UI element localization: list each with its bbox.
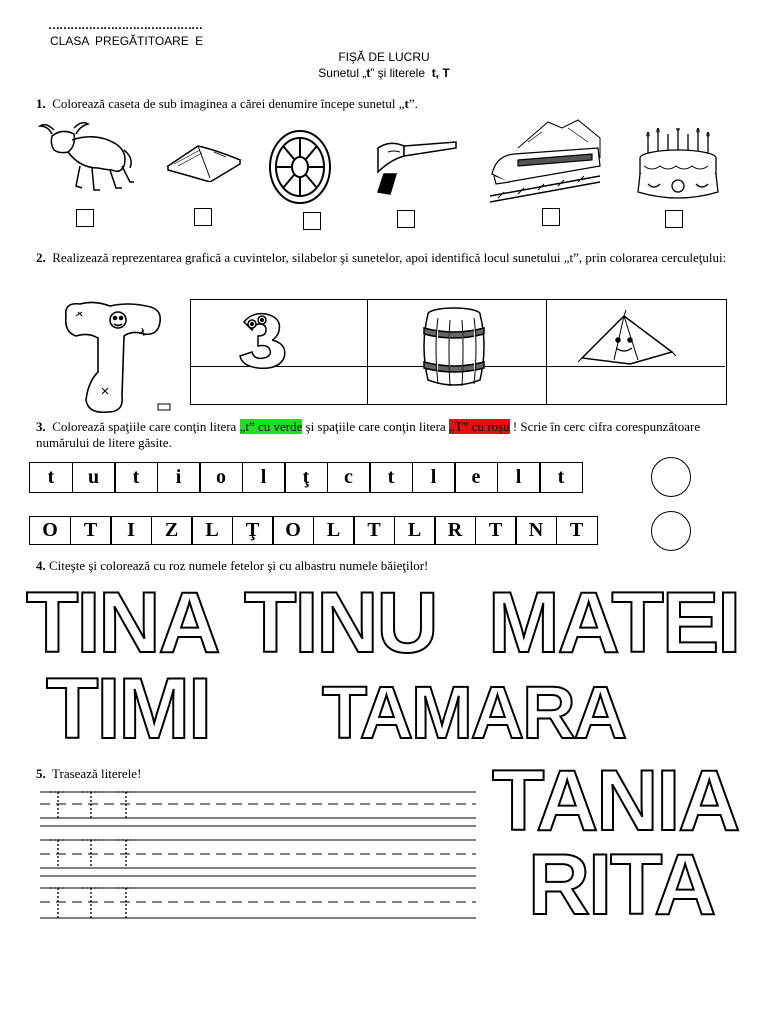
- book-icon: [164, 136, 244, 182]
- letter-cell[interactable]: T: [475, 516, 517, 545]
- checkbox-cake[interactable]: [665, 210, 683, 228]
- letter-cell[interactable]: Z: [151, 516, 193, 545]
- letter-cell[interactable]: T: [70, 516, 112, 545]
- page-subtitle: [0, 66, 768, 80]
- letter-cell[interactable]: I: [110, 516, 152, 545]
- ex5-instruction: [36, 766, 141, 782]
- letter-t-icon: [58, 300, 174, 420]
- ex5-text: Trasează literele!: [52, 766, 142, 781]
- number-three-icon: [232, 310, 292, 370]
- subtitle-pre: Sunetul „: [318, 66, 367, 80]
- checkbox-bull[interactable]: [76, 209, 94, 227]
- train-icon: [488, 118, 604, 204]
- ex1-text-post: ”.: [408, 96, 418, 111]
- count-circle-uppercase[interactable]: [651, 511, 691, 551]
- letter-cell[interactable]: N: [515, 516, 557, 545]
- ex2-text: Realizează reprezentarea grafică a cuvintelor, silabelor şi sunetelor, apoi identifică locul sunetului „t”, prin colorarea cerculeţului:: [52, 250, 727, 265]
- name-tamara[interactable]: TAMARA: [322, 671, 626, 754]
- wheel-icon: [266, 128, 334, 206]
- letter-cell[interactable]: t: [29, 462, 73, 493]
- letter-cell[interactable]: L: [313, 516, 355, 545]
- cake-icon: [634, 128, 724, 204]
- letter-cell[interactable]: O: [29, 516, 71, 545]
- tent-icon: [578, 310, 678, 366]
- ex4-text: Citeşte şi colorează cu roz numele fetelor şi cu albastru numele băieţilor!: [49, 558, 429, 573]
- ex1-instruction: [36, 96, 418, 112]
- barrel-icon: [420, 306, 488, 388]
- checkbox-wheel[interactable]: [303, 212, 321, 230]
- letter-cell[interactable]: u: [72, 462, 116, 493]
- ex4-instruction: [36, 558, 428, 574]
- count-circle-lowercase[interactable]: [651, 457, 691, 497]
- letter-cell[interactable]: O: [272, 516, 314, 545]
- checkbox-book[interactable]: [194, 208, 212, 226]
- letter-cell[interactable]: l: [242, 462, 286, 493]
- letter-cell[interactable]: i: [157, 462, 201, 493]
- letter-cell[interactable]: L: [394, 516, 436, 545]
- name-rita[interactable]: RITA: [528, 837, 715, 933]
- checkbox-axe[interactable]: [397, 210, 415, 228]
- table-divider: [367, 300, 368, 404]
- tracing-lines[interactable]: [36, 784, 482, 924]
- letter-cell[interactable]: e: [454, 462, 498, 493]
- ex3-text-mid: şi spaţiile care conţin litera: [302, 419, 449, 434]
- axe-icon: [370, 126, 460, 198]
- letter-cell[interactable]: ţ: [284, 462, 328, 493]
- letter-cell[interactable]: o: [199, 462, 243, 493]
- name-tania[interactable]: TANIA: [492, 753, 739, 849]
- class-label: CLASA PREGĂTITOARE E: [50, 34, 204, 48]
- page-title: FIŞĂ DE LUCRU: [338, 50, 430, 64]
- ex1-text-t: t: [404, 96, 409, 111]
- subtitle-mid: ” şi literele: [370, 66, 426, 80]
- letter-cell[interactable]: l: [412, 462, 456, 493]
- ex4-number: 4.: [36, 558, 46, 573]
- subtitle-t: t: [366, 66, 371, 80]
- ex2-number: 2.: [36, 250, 46, 265]
- name-matei[interactable]: MATEI: [488, 575, 740, 671]
- ex5-number: 5.: [36, 766, 46, 781]
- uppercase-letter-row: [29, 516, 596, 545]
- letter-cell[interactable]: Ţ: [232, 516, 274, 545]
- letter-cell[interactable]: T: [353, 516, 395, 545]
- ex3-red-label: „T” cu roşu: [448, 419, 510, 434]
- name-line[interactable]: ……………………………………: [48, 18, 202, 32]
- name-tinu[interactable]: TINU: [244, 575, 437, 671]
- checkbox-train[interactable]: [542, 208, 560, 226]
- letter-cell[interactable]: t: [369, 462, 413, 493]
- ex1-text-pre: Colorează caseta de sub imaginea a cărei denumire începe sunetul „: [52, 96, 405, 111]
- letter-cell[interactable]: T: [556, 516, 598, 545]
- letter-cell[interactable]: t: [114, 462, 158, 493]
- ex3-instruction: [36, 419, 746, 451]
- ex1-number: 1.: [36, 96, 46, 111]
- ex3-text-pre: Colorează spaţiile care conţin litera: [52, 419, 240, 434]
- ex3-text-post: ! Scrie în cerc cifra corespunzătoare numărului de litere găsite.: [36, 419, 701, 450]
- ex2-instruction: [36, 250, 736, 266]
- ex3-green-label: „t” cu verde: [239, 419, 303, 434]
- letter-cell[interactable]: R: [434, 516, 476, 545]
- table-divider: [546, 300, 547, 404]
- name-timi[interactable]: TIMI: [46, 661, 210, 757]
- letter-cell[interactable]: c: [327, 462, 371, 493]
- ex3-number: 3.: [36, 419, 46, 434]
- bull-icon: [36, 116, 136, 196]
- lowercase-letter-row: [29, 462, 582, 493]
- subtitle-letters: t, T: [431, 66, 450, 80]
- name-tina[interactable]: TINA: [26, 575, 219, 671]
- letter-cell[interactable]: t: [539, 462, 583, 493]
- letter-cell[interactable]: L: [191, 516, 233, 545]
- letter-cell[interactable]: l: [497, 462, 541, 493]
